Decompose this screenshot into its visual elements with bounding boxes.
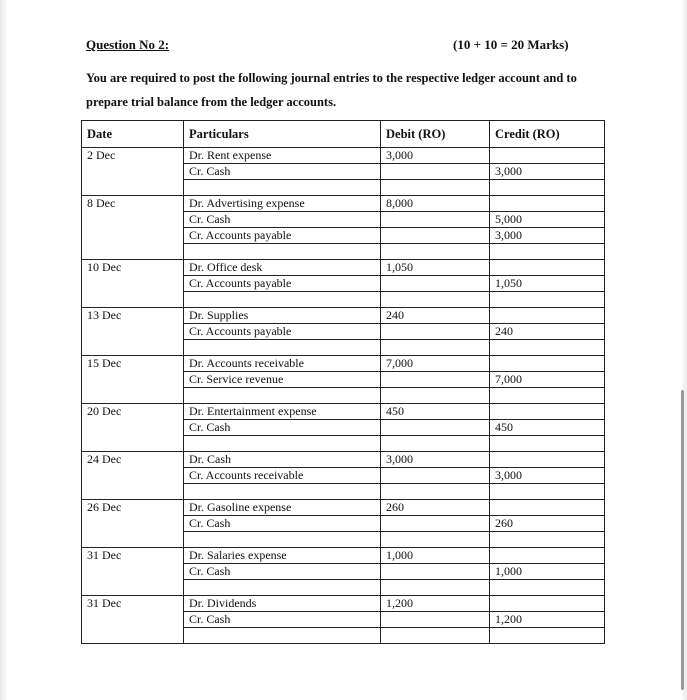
entry-credit [490, 196, 605, 212]
entry-debit [381, 564, 490, 580]
entry-particular: Cr. Cash [184, 420, 381, 436]
entry-date: 31 Dec [82, 548, 184, 596]
empty-cell [490, 340, 605, 356]
entry-date: 2 Dec [82, 148, 184, 196]
empty-cell [381, 484, 490, 500]
empty-cell [184, 340, 381, 356]
entry-particular: Dr. Office desk [184, 260, 381, 276]
entry-credit: 7,000 [490, 372, 605, 388]
entry-particular: Cr. Cash [184, 164, 381, 180]
instruction-text: You are required to post the following journal entries to the respective ledger account and to prepare trial balance from the ledger accounts. [86, 71, 577, 109]
empty-cell [381, 436, 490, 452]
journal-body [82, 148, 605, 644]
entry-particular: Cr. Cash [184, 212, 381, 228]
table-row [82, 452, 605, 468]
empty-cell [381, 580, 490, 596]
empty-cell [184, 628, 381, 644]
empty-cell [490, 580, 605, 596]
empty-cell [184, 484, 381, 500]
empty-cell [184, 292, 381, 308]
entry-date: 13 Dec [82, 308, 184, 356]
entry-credit: 3,000 [490, 468, 605, 484]
empty-cell [381, 340, 490, 356]
table-row [82, 196, 605, 212]
entry-debit: 1,000 [381, 548, 490, 564]
empty-cell [184, 580, 381, 596]
empty-cell [184, 244, 381, 260]
entry-particular: Cr. Accounts receivable [184, 468, 381, 484]
entry-debit: 1,050 [381, 260, 490, 276]
empty-cell [381, 532, 490, 548]
empty-cell [490, 388, 605, 404]
entry-date: 24 Dec [82, 452, 184, 500]
entry-debit [381, 372, 490, 388]
entry-credit [490, 356, 605, 372]
entry-particular: Dr. Supplies [184, 308, 381, 324]
empty-cell [184, 388, 381, 404]
entry-credit: 1,000 [490, 564, 605, 580]
entry-date: 15 Dec [82, 356, 184, 404]
empty-cell [490, 532, 605, 548]
entry-credit [490, 308, 605, 324]
entry-particular: Dr. Dividends [184, 596, 381, 612]
empty-cell [381, 180, 490, 196]
entry-particular: Dr. Rent expense [184, 148, 381, 164]
table-row [82, 596, 605, 612]
entry-date: 20 Dec [82, 404, 184, 452]
entry-particular: Cr. Service revenue [184, 372, 381, 388]
entry-credit: 3,000 [490, 164, 605, 180]
entry-credit [490, 596, 605, 612]
header-credit: Credit (RO) [490, 121, 605, 148]
entry-particular: Dr. Salaries expense [184, 548, 381, 564]
entry-date: 8 Dec [82, 196, 184, 260]
entry-credit: 5,000 [490, 212, 605, 228]
empty-cell [490, 180, 605, 196]
entry-particular: Dr. Entertainment expense [184, 404, 381, 420]
entry-credit: 240 [490, 324, 605, 340]
empty-cell [184, 436, 381, 452]
entry-debit: 1,200 [381, 596, 490, 612]
entry-particular: Dr. Gasoline expense [184, 500, 381, 516]
empty-cell [490, 244, 605, 260]
table-row [82, 500, 605, 516]
entry-date: 26 Dec [82, 500, 184, 548]
entry-debit: 450 [381, 404, 490, 420]
entry-particular: Cr. Accounts payable [184, 276, 381, 292]
empty-cell [490, 484, 605, 500]
entry-credit: 260 [490, 516, 605, 532]
header-date: Date [82, 121, 184, 148]
table-row [82, 356, 605, 372]
empty-cell [490, 628, 605, 644]
entry-particular: Cr. Cash [184, 564, 381, 580]
entry-particular: Dr. Advertising expense [184, 196, 381, 212]
journal-table [81, 120, 605, 644]
entry-date: 10 Dec [82, 260, 184, 308]
entry-debit: 260 [381, 500, 490, 516]
empty-cell [490, 292, 605, 308]
entry-credit: 450 [490, 420, 605, 436]
empty-cell [381, 388, 490, 404]
table-row [82, 404, 605, 420]
entry-particular: Dr. Accounts receivable [184, 356, 381, 372]
entry-debit: 240 [381, 308, 490, 324]
empty-cell [490, 436, 605, 452]
entry-particular: Cr. Cash [184, 516, 381, 532]
entry-particular: Dr. Cash [184, 452, 381, 468]
table-row [82, 548, 605, 564]
entry-debit [381, 612, 490, 628]
entry-debit: 7,000 [381, 356, 490, 372]
marks-label: (10 + 10 = 20 Marks) [453, 37, 569, 52]
table-row [82, 308, 605, 324]
entry-debit: 8,000 [381, 196, 490, 212]
entry-debit [381, 212, 490, 228]
entry-credit [490, 452, 605, 468]
entry-date: 31 Dec [82, 596, 184, 644]
table-row [82, 260, 605, 276]
header-debit: Debit (RO) [381, 121, 490, 148]
entry-debit [381, 228, 490, 244]
entry-debit [381, 324, 490, 340]
entry-credit: 1,200 [490, 612, 605, 628]
page-edge [0, 0, 8, 700]
entry-debit [381, 420, 490, 436]
entry-credit: 1,050 [490, 276, 605, 292]
empty-cell [381, 244, 490, 260]
entry-credit [490, 548, 605, 564]
entry-credit [490, 500, 605, 516]
entry-debit: 3,000 [381, 148, 490, 164]
entry-debit [381, 276, 490, 292]
entry-credit [490, 148, 605, 164]
entry-debit [381, 516, 490, 532]
empty-cell [184, 180, 381, 196]
empty-cell [184, 532, 381, 548]
entry-credit: 3,000 [490, 228, 605, 244]
header-particulars: Particulars [184, 121, 381, 148]
question-title: Question No 2: [86, 37, 170, 52]
empty-cell [381, 292, 490, 308]
entry-particular: Cr. Accounts payable [184, 228, 381, 244]
empty-cell [381, 628, 490, 644]
entry-credit [490, 260, 605, 276]
entry-particular: Cr. Accounts payable [184, 324, 381, 340]
entry-particular: Cr. Cash [184, 612, 381, 628]
table-header-row [82, 121, 605, 148]
entry-credit [490, 404, 605, 420]
table-row [82, 148, 605, 164]
entry-debit [381, 164, 490, 180]
entry-debit: 3,000 [381, 452, 490, 468]
vertical-scrollbar[interactable] [681, 390, 684, 690]
entry-debit [381, 468, 490, 484]
